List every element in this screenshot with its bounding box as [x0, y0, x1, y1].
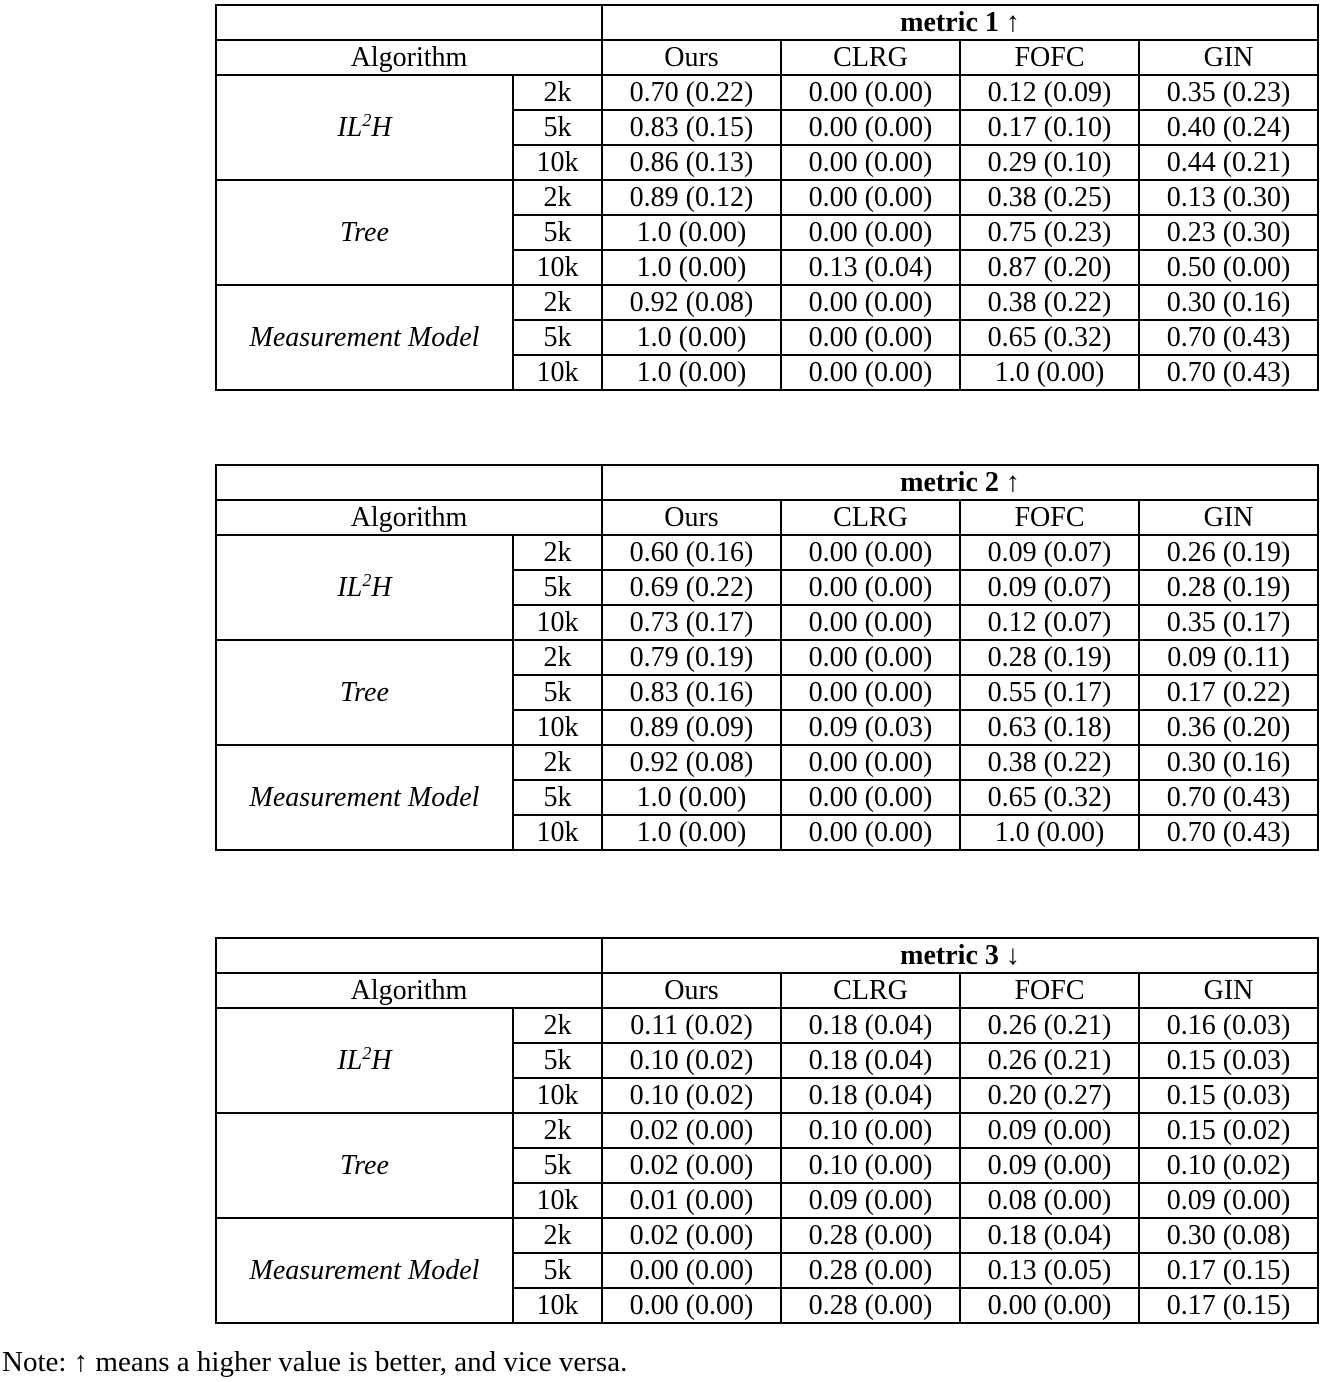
table-row [216, 640, 1318, 675]
algorithm-header: Algorithm [216, 40, 602, 75]
column-header-fofc: FOFC [960, 973, 1139, 1008]
value-cell-ours: 0.92 (0.08) [602, 745, 781, 780]
algorithm-name-tree: Tree [216, 640, 513, 745]
value-cell-fofc: 0.09 (0.07) [960, 535, 1139, 570]
value-cell-gin: 0.50 (0.00) [1139, 250, 1318, 285]
value-cell-clrg: 0.18 (0.04) [781, 1008, 960, 1043]
value-cell-fofc: 0.63 (0.18) [960, 710, 1139, 745]
value-cell-fofc: 0.65 (0.32) [960, 320, 1139, 355]
sample-size-cell: 5k [513, 110, 602, 145]
table-column-header-row [216, 973, 1318, 1008]
value-cell-gin: 0.15 (0.02) [1139, 1113, 1318, 1148]
value-cell-fofc: 0.20 (0.27) [960, 1078, 1139, 1113]
table-row [216, 1218, 1318, 1253]
table-row [216, 745, 1318, 780]
value-cell-clrg: 0.00 (0.00) [781, 675, 960, 710]
value-cell-ours: 0.02 (0.00) [602, 1218, 781, 1253]
sample-size-cell: 2k [513, 640, 602, 675]
algorithm-name-il2h [216, 75, 513, 180]
value-cell-clrg: 0.00 (0.00) [781, 780, 960, 815]
sample-size-cell: 2k [513, 75, 602, 110]
value-cell-ours: 0.83 (0.15) [602, 110, 781, 145]
value-cell-gin: 0.23 (0.30) [1139, 215, 1318, 250]
sample-size-cell: 2k [513, 285, 602, 320]
value-cell-clrg: 0.28 (0.00) [781, 1218, 960, 1253]
sample-size-cell: 2k [513, 745, 602, 780]
sample-size-cell: 10k [513, 1078, 602, 1113]
algorithm-name-il2h [216, 1008, 513, 1113]
sample-size-cell: 5k [513, 1253, 602, 1288]
algorithm-name-superscript: 2 [362, 569, 372, 590]
value-cell-fofc: 0.13 (0.05) [960, 1253, 1139, 1288]
column-header-ours: Ours [602, 500, 781, 535]
value-cell-clrg: 0.09 (0.03) [781, 710, 960, 745]
sample-size-cell: 5k [513, 1148, 602, 1183]
value-cell-gin: 0.30 (0.16) [1139, 745, 1318, 780]
value-cell-clrg: 0.00 (0.00) [781, 110, 960, 145]
value-cell-clrg: 0.00 (0.00) [781, 285, 960, 320]
table-row [216, 535, 1318, 570]
sample-size-cell: 10k [513, 605, 602, 640]
algorithm-name-base: IL [337, 571, 363, 603]
value-cell-ours: 0.79 (0.19) [602, 640, 781, 675]
value-cell-gin: 0.30 (0.08) [1139, 1218, 1318, 1253]
value-cell-clrg: 0.00 (0.00) [781, 605, 960, 640]
empty-corner-cell [216, 465, 602, 500]
sample-size-cell: 5k [513, 320, 602, 355]
value-cell-clrg: 0.18 (0.04) [781, 1043, 960, 1078]
column-header-fofc: FOFC [960, 500, 1139, 535]
value-cell-gin: 0.15 (0.03) [1139, 1043, 1318, 1078]
footnote: Note: ↑ means a higher value is better, and vice versa. [2, 1346, 628, 1378]
table-metric-header-row [216, 465, 1318, 500]
value-cell-clrg: 0.09 (0.00) [781, 1183, 960, 1218]
value-cell-gin: 0.17 (0.15) [1139, 1253, 1318, 1288]
value-cell-gin: 0.44 (0.21) [1139, 145, 1318, 180]
value-cell-gin: 0.16 (0.03) [1139, 1008, 1318, 1043]
value-cell-gin: 0.70 (0.43) [1139, 780, 1318, 815]
algorithm-name-measurement-model: Measurement Model [216, 745, 513, 850]
value-cell-fofc: 0.38 (0.22) [960, 285, 1139, 320]
value-cell-clrg: 0.18 (0.04) [781, 1078, 960, 1113]
value-cell-fofc: 0.09 (0.07) [960, 570, 1139, 605]
metric-3-table [215, 937, 1319, 1324]
value-cell-clrg: 0.00 (0.00) [781, 75, 960, 110]
value-cell-ours: 0.60 (0.16) [602, 535, 781, 570]
column-header-gin: GIN [1139, 40, 1318, 75]
value-cell-clrg: 0.00 (0.00) [781, 145, 960, 180]
algorithm-name-suffix: H [371, 1044, 392, 1076]
value-cell-gin: 0.17 (0.15) [1139, 1288, 1318, 1323]
algorithm-name-suffix: H [371, 111, 392, 143]
value-cell-clrg: 0.28 (0.00) [781, 1288, 960, 1323]
value-cell-ours: 0.89 (0.09) [602, 710, 781, 745]
value-cell-fofc: 0.12 (0.07) [960, 605, 1139, 640]
algorithm-name-tree: Tree [216, 1113, 513, 1218]
column-header-ours: Ours [602, 40, 781, 75]
value-cell-fofc: 0.87 (0.20) [960, 250, 1139, 285]
value-cell-clrg: 0.00 (0.00) [781, 640, 960, 675]
sample-size-cell: 10k [513, 815, 602, 850]
table-metric-header-row [216, 5, 1318, 40]
value-cell-ours: 0.00 (0.00) [602, 1253, 781, 1288]
value-cell-gin: 0.30 (0.16) [1139, 285, 1318, 320]
metric-2-table [215, 464, 1319, 851]
value-cell-clrg: 0.13 (0.04) [781, 250, 960, 285]
sample-size-cell: 5k [513, 675, 602, 710]
column-header-clrg: CLRG [781, 500, 960, 535]
value-cell-ours: 1.0 (0.00) [602, 355, 781, 390]
algorithm-name-superscript: 2 [362, 1042, 372, 1063]
value-cell-ours: 0.01 (0.00) [602, 1183, 781, 1218]
value-cell-fofc: 0.12 (0.09) [960, 75, 1139, 110]
value-cell-clrg: 0.00 (0.00) [781, 815, 960, 850]
value-cell-ours: 0.73 (0.17) [602, 605, 781, 640]
value-cell-fofc: 0.26 (0.21) [960, 1043, 1139, 1078]
value-cell-gin: 0.40 (0.24) [1139, 110, 1318, 145]
algorithm-header: Algorithm [216, 973, 602, 1008]
sample-size-cell: 10k [513, 250, 602, 285]
value-cell-clrg: 0.00 (0.00) [781, 180, 960, 215]
table-row [216, 1113, 1318, 1148]
value-cell-gin: 0.09 (0.11) [1139, 640, 1318, 675]
algorithm-header: Algorithm [216, 500, 602, 535]
value-cell-fofc: 0.17 (0.10) [960, 110, 1139, 145]
metric-title: metric 3 ↓ [602, 938, 1318, 973]
value-cell-clrg: 0.10 (0.00) [781, 1113, 960, 1148]
column-header-ours: Ours [602, 973, 781, 1008]
sample-size-cell: 5k [513, 780, 602, 815]
table-row [216, 285, 1318, 320]
value-cell-ours: 0.92 (0.08) [602, 285, 781, 320]
value-cell-clrg: 0.28 (0.00) [781, 1253, 960, 1288]
table-row [216, 75, 1318, 110]
value-cell-gin: 0.70 (0.43) [1139, 815, 1318, 850]
value-cell-ours: 0.89 (0.12) [602, 180, 781, 215]
metric-1-table [215, 4, 1319, 391]
column-header-fofc: FOFC [960, 40, 1139, 75]
value-cell-gin: 0.36 (0.20) [1139, 710, 1318, 745]
value-cell-clrg: 0.00 (0.00) [781, 535, 960, 570]
table-column-header-row [216, 40, 1318, 75]
sample-size-cell: 10k [513, 355, 602, 390]
sample-size-cell: 10k [513, 710, 602, 745]
algorithm-name-il2h [216, 535, 513, 640]
algorithm-name-superscript: 2 [362, 109, 372, 130]
column-header-gin: GIN [1139, 973, 1318, 1008]
table-row [216, 1008, 1318, 1043]
value-cell-gin: 0.10 (0.02) [1139, 1148, 1318, 1183]
value-cell-gin: 0.26 (0.19) [1139, 535, 1318, 570]
value-cell-fofc: 0.65 (0.32) [960, 780, 1139, 815]
value-cell-fofc: 0.38 (0.25) [960, 180, 1139, 215]
sample-size-cell: 10k [513, 1288, 602, 1323]
algorithm-name-tree: Tree [216, 180, 513, 285]
value-cell-fofc: 0.55 (0.17) [960, 675, 1139, 710]
value-cell-ours: 0.83 (0.16) [602, 675, 781, 710]
table-column-header-row [216, 500, 1318, 535]
value-cell-ours: 1.0 (0.00) [602, 320, 781, 355]
value-cell-clrg: 0.00 (0.00) [781, 570, 960, 605]
value-cell-gin: 0.35 (0.23) [1139, 75, 1318, 110]
value-cell-clrg: 0.10 (0.00) [781, 1148, 960, 1183]
value-cell-ours: 0.11 (0.02) [602, 1008, 781, 1043]
value-cell-fofc: 0.38 (0.22) [960, 745, 1139, 780]
algorithm-name-measurement-model: Measurement Model [216, 1218, 513, 1323]
value-cell-fofc: 0.09 (0.00) [960, 1113, 1139, 1148]
empty-corner-cell [216, 938, 602, 973]
value-cell-fofc: 0.75 (0.23) [960, 215, 1139, 250]
table-row [216, 180, 1318, 215]
sample-size-cell: 5k [513, 570, 602, 605]
value-cell-ours: 0.69 (0.22) [602, 570, 781, 605]
algorithm-name-base: IL [337, 111, 363, 143]
value-cell-ours: 1.0 (0.00) [602, 780, 781, 815]
value-cell-ours: 0.02 (0.00) [602, 1113, 781, 1148]
metric-title: metric 1 ↑ [602, 5, 1318, 40]
value-cell-ours: 0.00 (0.00) [602, 1288, 781, 1323]
value-cell-ours: 1.0 (0.00) [602, 250, 781, 285]
value-cell-gin: 0.13 (0.30) [1139, 180, 1318, 215]
value-cell-fofc: 0.26 (0.21) [960, 1008, 1139, 1043]
value-cell-fofc: 1.0 (0.00) [960, 815, 1139, 850]
algorithm-name-base: IL [337, 1044, 363, 1076]
value-cell-gin: 0.70 (0.43) [1139, 320, 1318, 355]
value-cell-gin: 0.17 (0.22) [1139, 675, 1318, 710]
value-cell-gin: 0.15 (0.03) [1139, 1078, 1318, 1113]
empty-corner-cell [216, 5, 602, 40]
value-cell-ours: 0.02 (0.00) [602, 1148, 781, 1183]
value-cell-ours: 0.10 (0.02) [602, 1043, 781, 1078]
sample-size-cell: 2k [513, 1113, 602, 1148]
sample-size-cell: 10k [513, 145, 602, 180]
value-cell-fofc: 0.08 (0.00) [960, 1183, 1139, 1218]
sample-size-cell: 2k [513, 535, 602, 570]
value-cell-gin: 0.09 (0.00) [1139, 1183, 1318, 1218]
value-cell-fofc: 0.09 (0.00) [960, 1148, 1139, 1183]
value-cell-gin: 0.70 (0.43) [1139, 355, 1318, 390]
value-cell-fofc: 0.00 (0.00) [960, 1288, 1139, 1323]
metric-title: metric 2 ↑ [602, 465, 1318, 500]
value-cell-ours: 0.70 (0.22) [602, 75, 781, 110]
value-cell-gin: 0.28 (0.19) [1139, 570, 1318, 605]
sample-size-cell: 5k [513, 215, 602, 250]
value-cell-fofc: 0.28 (0.19) [960, 640, 1139, 675]
value-cell-ours: 0.10 (0.02) [602, 1078, 781, 1113]
value-cell-gin: 0.35 (0.17) [1139, 605, 1318, 640]
sample-size-cell: 2k [513, 1218, 602, 1253]
sample-size-cell: 5k [513, 1043, 602, 1078]
algorithm-name-suffix: H [371, 571, 392, 603]
sample-size-cell: 2k [513, 1008, 602, 1043]
value-cell-clrg: 0.00 (0.00) [781, 320, 960, 355]
value-cell-ours: 1.0 (0.00) [602, 815, 781, 850]
sample-size-cell: 10k [513, 1183, 602, 1218]
column-header-gin: GIN [1139, 500, 1318, 535]
value-cell-ours: 1.0 (0.00) [602, 215, 781, 250]
column-header-clrg: CLRG [781, 973, 960, 1008]
value-cell-ours: 0.86 (0.13) [602, 145, 781, 180]
value-cell-fofc: 1.0 (0.00) [960, 355, 1139, 390]
value-cell-fofc: 0.18 (0.04) [960, 1218, 1139, 1253]
value-cell-clrg: 0.00 (0.00) [781, 745, 960, 780]
value-cell-clrg: 0.00 (0.00) [781, 215, 960, 250]
column-header-clrg: CLRG [781, 40, 960, 75]
sample-size-cell: 2k [513, 180, 602, 215]
table-metric-header-row [216, 938, 1318, 973]
value-cell-clrg: 0.00 (0.00) [781, 355, 960, 390]
algorithm-name-measurement-model: Measurement Model [216, 285, 513, 390]
value-cell-fofc: 0.29 (0.10) [960, 145, 1139, 180]
